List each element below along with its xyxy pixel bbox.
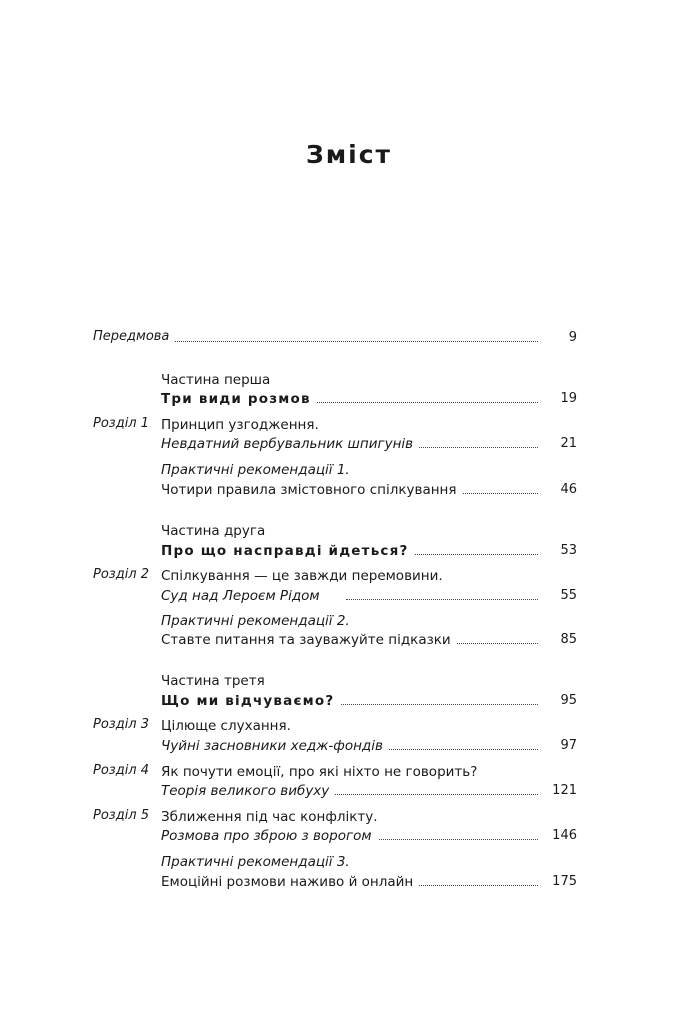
recommendations-3-line1 <box>0 853 698 873</box>
part-label <box>0 522 698 542</box>
page-number: 19 <box>560 391 577 406</box>
part-title: Що ми відчуваємо? <box>161 692 340 710</box>
chapter-subtitle: Чуйні засновники хедж-фондів <box>161 737 389 755</box>
chapter-subtitle: Невдатний вербувальник шпигунів <box>161 435 419 453</box>
dot-leader <box>170 341 538 342</box>
dot-leader <box>300 402 538 403</box>
dot-leader <box>334 704 538 705</box>
toc-entry-chapter-2[interactable] <box>0 587 698 607</box>
page-number: 9 <box>568 330 577 345</box>
page-number: 175 <box>552 874 577 889</box>
recommendations-1-line1 <box>0 461 698 481</box>
chapter-subtitle: Розмова про зброю з ворогом <box>161 827 378 845</box>
page-number: 97 <box>560 738 577 753</box>
part-label <box>0 371 698 391</box>
chapter-label: Розділ 2 <box>93 567 150 582</box>
page-number: 46 <box>560 482 577 497</box>
page-number: 53 <box>560 543 577 558</box>
chapter-title: Зближення під час конфлікту. <box>161 808 384 826</box>
chapter-1-line1 <box>0 416 698 436</box>
page-number: 146 <box>552 828 577 843</box>
page-number: 95 <box>560 693 577 708</box>
recommendations-title: Ставте питання та зауважуйте підказки <box>161 631 457 649</box>
recommendations-2-line1 <box>0 612 698 632</box>
toc-entry-chapter-1[interactable] <box>0 435 698 455</box>
part-label-text: Частина перша <box>161 371 276 389</box>
page-number: 85 <box>560 632 577 647</box>
dot-leader <box>346 599 538 600</box>
recommendations-label: Практичні рекомендації 1. <box>161 461 356 479</box>
dot-leader <box>330 794 538 795</box>
toc-entry-chapter-5[interactable] <box>0 827 698 847</box>
chapter-label: Розділ 1 <box>93 416 150 431</box>
part-title: Три види розмов <box>161 390 317 408</box>
part-label-text: Частина друга <box>161 522 271 540</box>
toc-entry-recommendations-2[interactable] <box>0 631 698 651</box>
chapter-3-line1 <box>0 717 698 737</box>
part-label-text: Частина третя <box>161 672 271 690</box>
chapter-title: Як почути емоції, про які ніхто не говорить? <box>161 763 483 781</box>
chapter-subtitle: Теорія великого вибуху <box>161 782 335 800</box>
recommendations-label: Практичні рекомендації 3. <box>161 853 356 871</box>
toc-entry-part-1[interactable] <box>0 390 698 410</box>
toc-entry-part-3[interactable] <box>0 692 698 712</box>
chapter-label: Розділ 5 <box>93 808 150 823</box>
dot-leader <box>398 554 538 555</box>
chapter-subtitle: Суд над Лероєм Рідом <box>161 587 326 605</box>
page-number: 55 <box>560 588 577 603</box>
chapter-label: Розділ 4 <box>93 763 150 778</box>
chapter-5-line1 <box>0 808 698 828</box>
part-title: Про що насправді йдеться? <box>161 542 415 560</box>
recommendations-label: Практичні рекомендації 2. <box>161 612 356 630</box>
toc-entry-chapter-3[interactable] <box>0 737 698 757</box>
chapter-4-line1 <box>0 763 698 783</box>
chapter-2-line1 <box>0 567 698 587</box>
recommendations-title: Чотири правила змістовного спілкування <box>161 481 463 499</box>
part-label <box>0 672 698 692</box>
toc-entry-recommendations-1[interactable] <box>0 481 698 501</box>
toc-entry-recommendations-3[interactable] <box>0 873 698 893</box>
toc-entry-label: Передмова <box>93 329 175 344</box>
dot-leader <box>352 839 538 840</box>
toc-entry-preface[interactable] <box>0 329 698 349</box>
chapter-title: Принцип узгодження. <box>161 416 325 434</box>
page-title: Зміст <box>305 140 393 169</box>
toc-entry-part-2[interactable] <box>0 542 698 562</box>
toc-entry-chapter-4[interactable] <box>0 782 698 802</box>
chapter-label: Розділ 3 <box>93 717 150 732</box>
page-number: 121 <box>552 783 577 798</box>
recommendations-title: Емоційні розмови наживо й онлайн <box>161 873 419 891</box>
page-number: 21 <box>560 436 577 451</box>
chapter-title: Спілкування — це завжди перемовини. <box>161 567 449 585</box>
chapter-title: Цілюще слухання. <box>161 717 297 735</box>
